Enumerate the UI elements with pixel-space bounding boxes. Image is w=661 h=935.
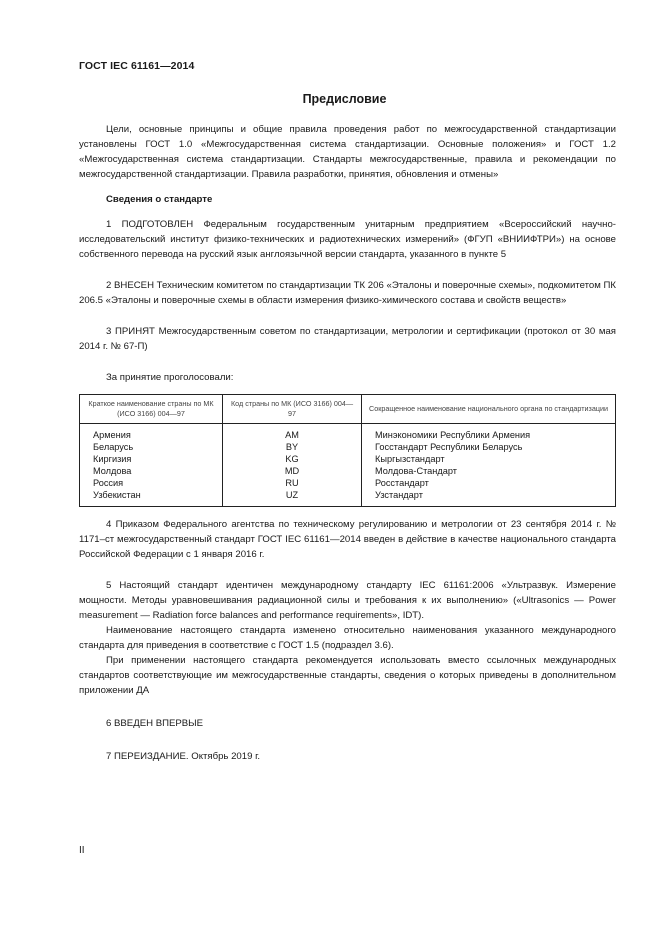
table-cell-country: Узбекистан xyxy=(80,489,223,507)
table-cell-body: Молдова-Стандарт xyxy=(362,465,616,477)
table-row xyxy=(80,477,616,489)
table-cell-code: UZ xyxy=(223,489,362,507)
table-row xyxy=(80,424,616,442)
item-6-paragraph: 6 ВВЕДЕН ВПЕРВЫЕ xyxy=(106,718,204,729)
table-row xyxy=(80,453,616,465)
item-4-paragraph: 4 Приказом Федерального агентства по техническому регулированию и метрологии от 23 сентября 2014 г. № 1171–ст межгосударственный стандарт ГОСТ IEC 61161—2014 введен в действие в качестве национального стандарта Российской Федерации с 1 января 2016 г. xyxy=(79,519,616,560)
item-5-paragraph: 5 Настоящий стандарт идентичен международному стандарту IEC 61161:2006 «Ультразвук. Измерение мощности. Методы уравновешивания радиационной силы и требования к их выполнению» («Ultrasonics — Power measurement — Radiation force balances and performance requirements», IDT). xyxy=(79,580,616,621)
document-body xyxy=(79,122,616,764)
table-row xyxy=(80,489,616,507)
table-cell-country: Беларусь xyxy=(80,441,223,453)
table-cell-country: Россия xyxy=(80,477,223,489)
item-5-note-paragraph: Наименование настоящего стандарта изменено относительно наименования указанного международного стандарта для приведения в соответствие с ГОСТ 1.5 (подраздел 3.6). xyxy=(79,625,616,651)
table-cell-country: Киргизия xyxy=(80,453,223,465)
vote-intro-paragraph: За принятие проголосовали: xyxy=(106,372,234,383)
table-cell-body: Минэкономики Республики Армения xyxy=(362,424,616,442)
table-cell-code: KG xyxy=(223,453,362,465)
page-number: II xyxy=(79,845,85,856)
voting-countries-table xyxy=(79,394,616,507)
item-2-paragraph: 2 ВНЕСЕН Техническим комитетом по стандартизации ТК 206 «Эталоны и поверочные схемы», подкомитетом ПК 206.5 «Эталоны и поверочные схемы в области измерения физико-химического состава и свойств веществ» xyxy=(79,280,616,306)
item-7-paragraph: 7 ПЕРЕИЗДАНИЕ. Октябрь 2019 г. xyxy=(106,751,261,762)
page-title: Предисловие xyxy=(302,92,387,106)
table-header-code: Код страны по МК (ИСО 3166) 004—97 xyxy=(223,395,362,424)
table-cell-country: Армения xyxy=(80,424,223,442)
table-cell-code: AM xyxy=(223,424,362,442)
table-header-row xyxy=(80,395,616,424)
table-cell-body: Кыргызстандарт xyxy=(362,453,616,465)
table-header-country: Краткое наименование страны по МК (ИСО 3166) 004—97 xyxy=(80,395,223,424)
document-code-header: ГОСТ IEC 61161—2014 xyxy=(79,60,195,72)
section-heading: Сведения о стандарте xyxy=(106,194,213,205)
table-cell-code: BY xyxy=(223,441,362,453)
table-header-body: Сокращенное наименование национального органа по стандартизации xyxy=(362,395,616,424)
table-cell-code: MD xyxy=(223,465,362,477)
table-cell-body: Госстандарт Республики Беларусь xyxy=(362,441,616,453)
item-1-paragraph: 1 ПОДГОТОВЛЕН Федеральным государственным унитарным предприятием «Всероссийский научно-исследовательский институт физико-технических и радиотехнических измерений» (ФГУП «ВНИИФТРИ») на основе собственного перевода на русский язык англоязычной версии стандарта, указанного в пункте 5 xyxy=(79,219,616,260)
item-5-application-paragraph: При применении настоящего стандарта рекомендуется использовать вместо ссылочных международных стандартов соответствующие им межгосударственные стандарты, сведения о которых приведены в дополнительном приложении ДА xyxy=(79,655,616,696)
item-3-paragraph: 3 ПРИНЯТ Межгосударственным советом по стандартизации, метрологии и сертификации (протокол от 30 мая 2014 г. № 67-П) xyxy=(79,326,616,352)
table-cell-country: Молдова xyxy=(80,465,223,477)
table-row xyxy=(80,441,616,453)
table-cell-body: Узстандарт xyxy=(362,489,616,507)
table-cell-code: RU xyxy=(223,477,362,489)
intro-paragraph: Цели, основные принципы и общие правила проведения работ по межгосударственной стандартизации установлены ГОСТ 1.0 «Межгосударственная система стандартизации. Основные положения» и ГОСТ 1.2 «Межгосударственная система стандартизации. Стандарты межгосударственные, правила и рекомендации по межгосударственной стандартизации. Правила разработки, принятия, обновления и отмены» xyxy=(79,124,616,180)
table-cell-body: Росстандарт xyxy=(362,477,616,489)
table-row xyxy=(80,465,616,477)
